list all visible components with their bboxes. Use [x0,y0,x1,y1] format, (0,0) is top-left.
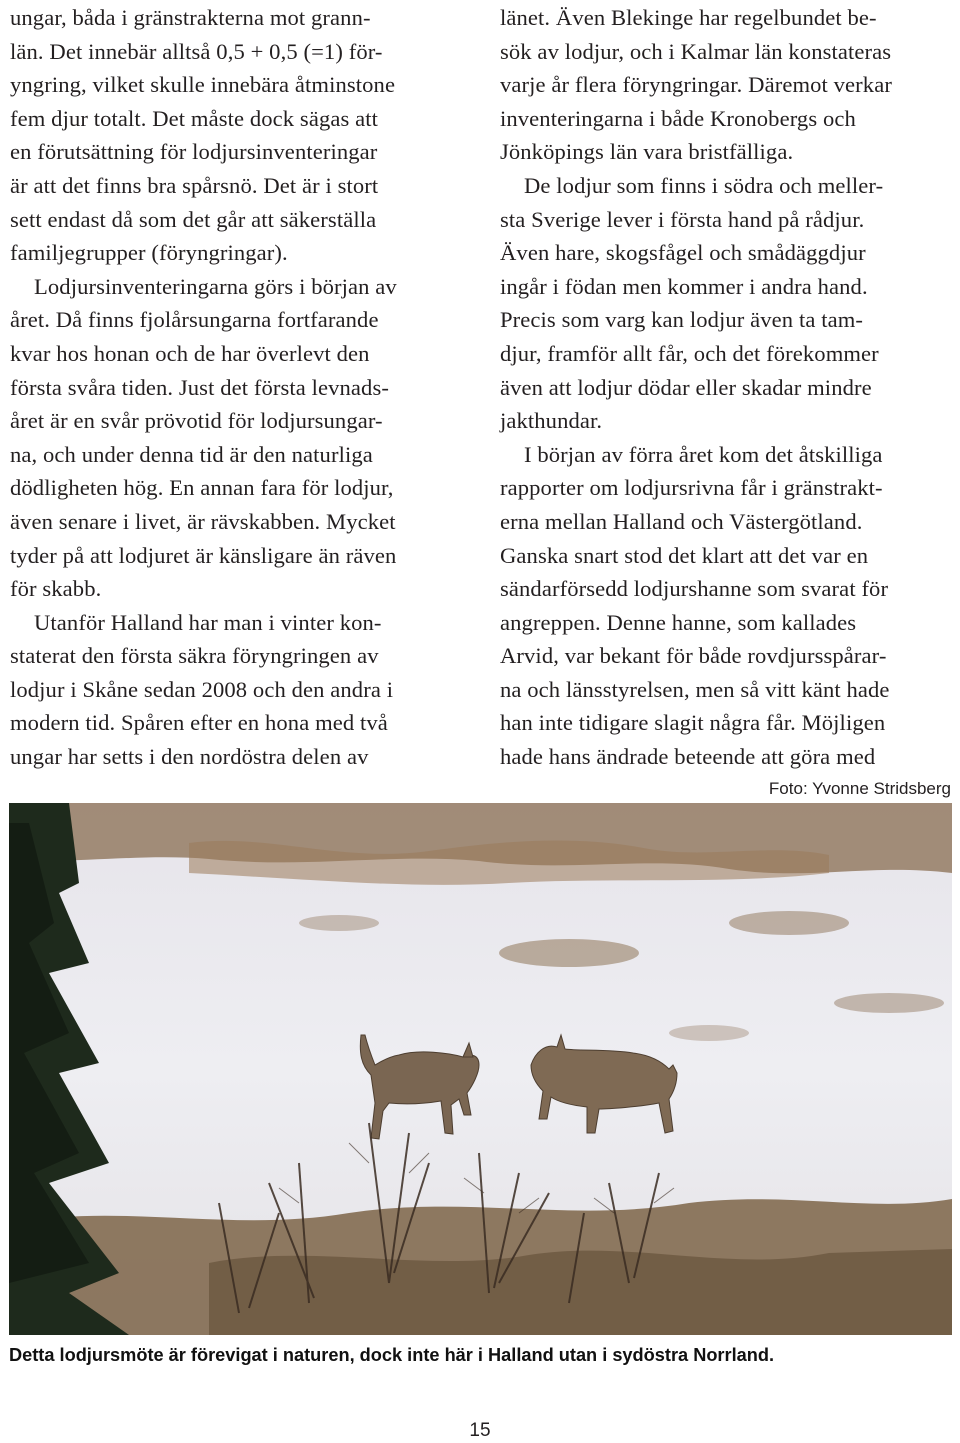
text-line: staterat den första säkra föryngringen av [10,643,379,669]
text-line: en förutsättning för lodjursinventeringar [10,139,378,165]
text-line: na, och under denna tid är den naturliga [10,441,373,467]
text-line: Arvid, var bekant för både rovdjursspårar- [500,643,887,669]
text-line: länet. Även Blekinge har regelbundet be- [500,5,877,30]
text-line: ungar har setts i den nordöstra delen av [10,744,369,770]
text-line: län. Det innebär alltså 0,5 + 0,5 (=1) för- [10,38,383,64]
right-text-column [500,1,955,774]
text-line: Lodjursinventeringarna görs i början av [34,273,397,299]
text-line: varje år flera föryngringar. Däremot verkar [500,72,892,98]
text-line: yngring, vilket skulle innebära åtminstone [10,72,396,98]
text-line: sändarförsedd lodjurshanne som svarat för [500,576,889,602]
text-line: Precis som varg kan lodjur även ta tam- [500,307,864,333]
text-line: modern tid. Spåren efter en hona med två [10,710,388,736]
text-line: för skabb. [10,576,102,602]
text-line: året är en svår prövotid för lodjursungar- [10,408,383,434]
photo-credit: Foto: Yvonne Stridsberg [768,779,951,798]
text-line: han inte tidigare slagit några får. Möjligen [500,710,886,736]
lynx-photo [9,803,952,1335]
page-number: 15 [469,1420,491,1441]
text-line: sta Sverige lever i första hand på rådjur. [500,206,865,232]
text-line: Även hare, skogsfågel och smådäggdjur [500,240,866,266]
text-line: angreppen. Denne hanne, som kallades [500,609,857,635]
text-line: I början av förra året kom det åtskilliga [524,441,883,467]
text-line: inventeringarna i både Kronobergs och [500,105,856,131]
text-line: De lodjur som finns i södra och meller- [524,172,884,198]
text-line: året. Då finns fjolårsungarna fortfarande [10,307,379,333]
text-line: sök av lodjur, och i Kalmar län konstateras [500,38,892,64]
text-line: första svåra tiden. Just det första levnads- [10,374,389,400]
text-line: erna mellan Halland och Västergötland. [500,508,863,534]
text-line: Utanför Halland har man i vinter kon- [34,609,382,635]
text-line: rapporter om lodjursrivna får i gränstrakt- [500,475,883,501]
text-line: även att lodjur dödar eller skadar mindre [500,374,872,400]
photo-caption: Detta lodjursmöte är förevigat i naturen, dock inte här i Halland utan i sydöstra Norrland. [9,1345,775,1365]
text-line: tyder på att lodjuret är känsligare än räven [10,542,397,568]
text-line: fem djur totalt. Det måste dock sägas att [10,105,379,131]
text-line: djur, framför allt får, och det förekommer [500,340,879,366]
left-text-column [10,1,465,774]
text-line: är att det finns bra spårsnö. Det är i stort [10,172,379,198]
text-line: ingår i födan men kommer i andra hand. [500,273,868,299]
text-line: jakthundar. [500,408,603,434]
text-line: dödligheten hög. En annan fara för lodjur, [10,475,394,501]
text-line: Ganska snart stod det klart att det var en [500,542,869,568]
text-line: ungar, båda i gränstrakterna mot grann- [10,5,371,30]
text-line: sett endast då som det går att säkerställa [10,206,377,232]
text-line: Jönköpings län vara bristfälliga. [500,139,794,165]
text-line: na och länsstyrelsen, men så vitt känt hade [500,676,890,702]
text-line: familjegrupper (föryngringar). [10,240,288,266]
text-line: även senare i livet, är rävskabben. Mycket [10,508,396,534]
text-line: kvar hos honan och de har överlevt den [10,340,370,366]
text-line: lodjur i Skåne sedan 2008 och den andra i [10,676,394,702]
text-line: hade hans ändrade beteende att göra med [500,744,876,770]
